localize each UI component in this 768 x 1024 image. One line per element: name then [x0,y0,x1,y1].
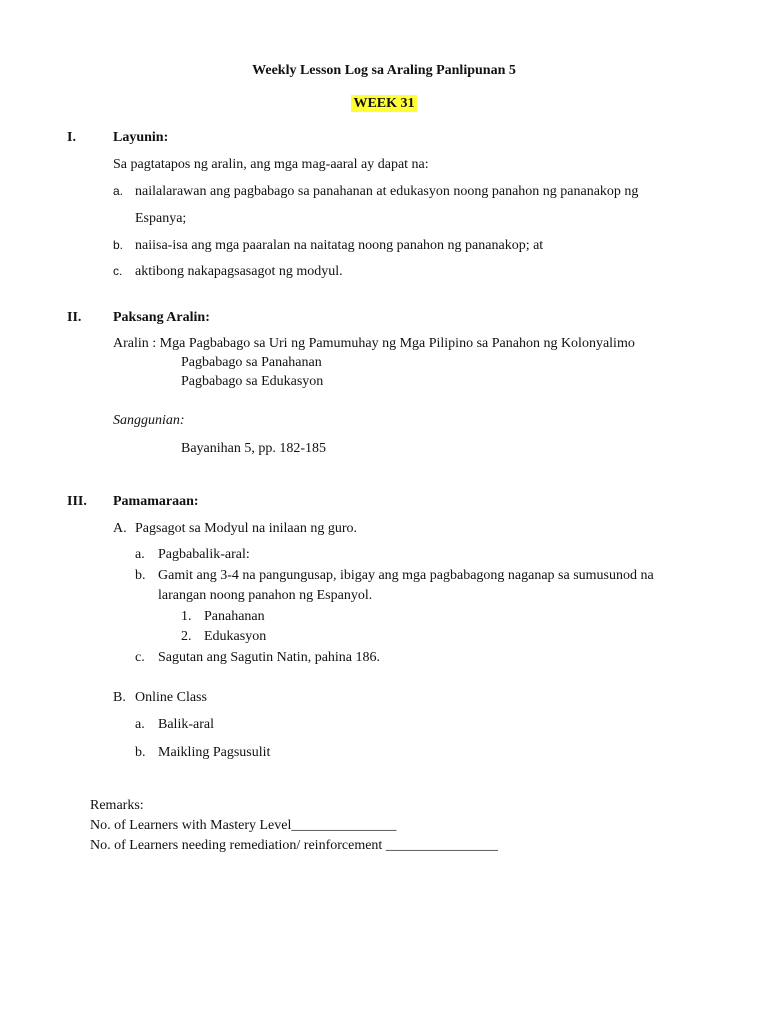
part-a-item-b-marker: b. [135,568,146,583]
section-heading-pamamaraan: Pamamaraan: [113,494,199,509]
section-heading-paksang-aralin: Paksang Aralin: [113,310,210,325]
layunin-item-a-line1: nailalarawan ang pagbabago sa panahanan at edukasyon noong panahon ng pananakop ng [135,184,639,199]
part-a-text: Pagsagot sa Modyul na inilaan ng guro. [135,521,358,536]
remarks-mastery: No. of Learners with Mastery Level_______________ [90,818,397,833]
part-a-item-b-line2: larangan noong panahon ng Espanyol. [158,588,373,603]
part-a-item-b-line1: Gamit ang 3-4 na pangungusap, ibigay ang mga pagbabagong naganap sa sumusunod na [158,568,654,583]
numbered-item-1-marker: 1. [181,609,192,624]
part-b-item-b: Maikling Pagsusulit [158,745,271,760]
layunin-item-b: naiisa-isa ang mga paaralan na naitatag noong panahon ng pananakop; at [135,238,544,253]
part-b-item-a-marker: a. [135,717,145,732]
part-b-text: Online Class [135,690,207,705]
sanggunian-value: Bayanihan 5, pp. 182-185 [181,441,327,456]
section-numeral-2: II. [67,310,82,325]
layunin-item-c-marker: c. [113,264,123,278]
section-numeral-3: III. [67,494,87,509]
document-title: Weekly Lesson Log sa Araling Panlipunan 5 [252,63,516,78]
part-b-item-a: Balik-aral [158,717,214,732]
part-a-item-c: Sagutan ang Sagutin Natin, pahina 186. [158,650,381,665]
numbered-item-1: Panahanan [204,609,265,624]
layunin-intro: Sa pagtatapos ng aralin, ang mga mag-aaral ay dapat na: [113,157,429,172]
part-a-item-a: Pagbabalik-aral: [158,547,250,562]
part-a-item-a-marker: a. [135,547,145,562]
layunin-item-c: aktibong nakapagsasagot ng modyul. [135,264,343,279]
part-b-marker: B. [113,690,126,705]
remarks-remediation: No. of Learners needing remediation/ reinforcement ________________ [90,838,498,853]
aralin-line: Aralin : Mga Pagbabago sa Uri ng Pamumuhay ng Mga Pilipino sa Panahon ng Kolonyalimo [113,336,635,351]
week-label-wrap [0,96,768,112]
part-a-item-c-marker: c. [135,650,145,665]
layunin-item-a-line2: Espanya; [135,211,187,226]
sanggunian-label: Sanggunian: [113,413,185,428]
part-a-marker: A. [113,521,127,536]
numbered-item-2: Edukasyon [204,629,267,644]
section-numeral-1: I. [67,130,76,145]
week-label: WEEK 31 [353,96,415,111]
aralin-subtopic-1: Pagbabago sa Panahanan [181,355,322,370]
remarks-label: Remarks: [90,798,144,813]
part-b-item-b-marker: b. [135,745,146,760]
aralin-subtopic-2: Pagbabago sa Edukasyon [181,374,324,389]
section-heading-layunin: Layunin: [113,130,169,145]
numbered-item-2-marker: 2. [181,629,192,644]
layunin-item-b-marker: b. [113,238,124,252]
layunin-item-a-marker: a. [113,184,124,198]
